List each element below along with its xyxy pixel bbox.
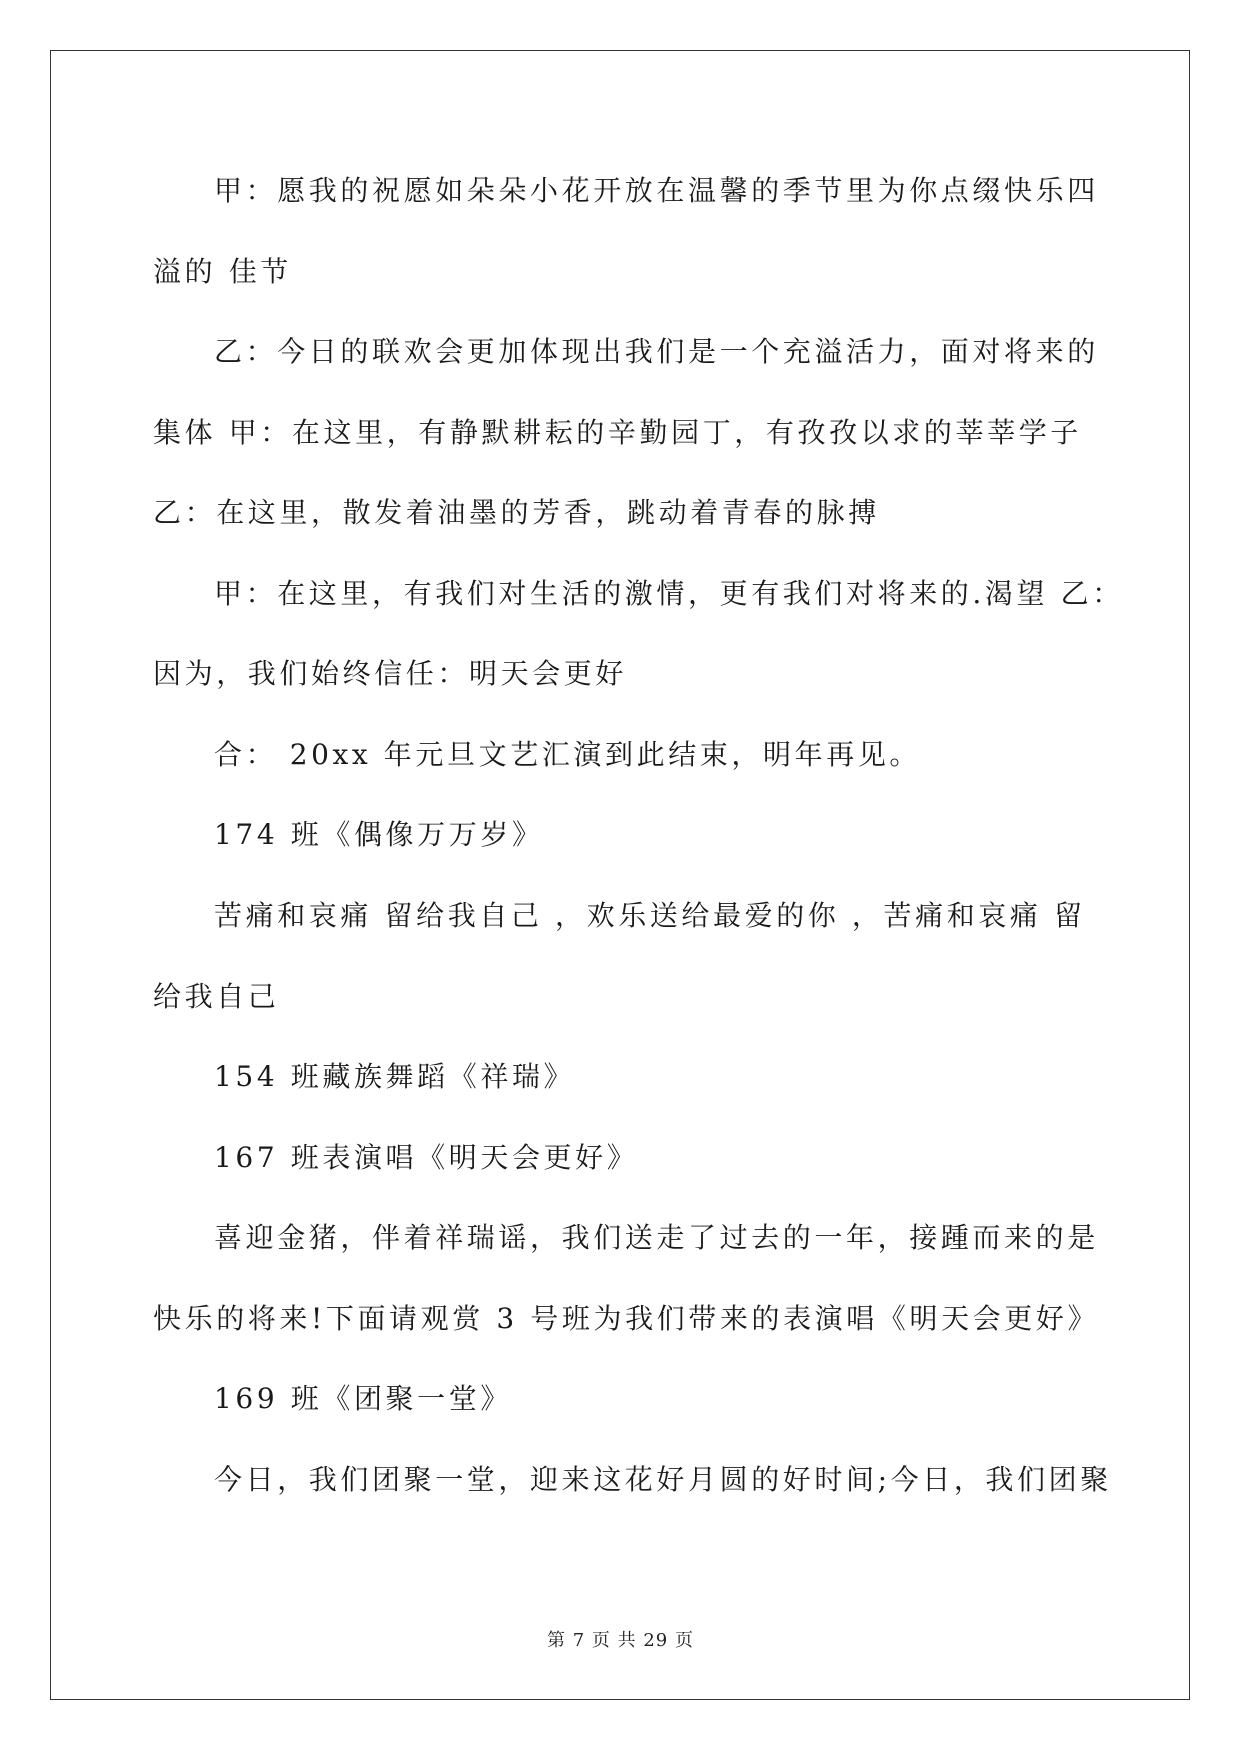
text-line-16: 169 班《团聚一堂》 — [214, 1382, 512, 1415]
text-line-11: 给我自己 — [153, 980, 280, 1013]
text-line-8: 合： 20xx 年元旦文艺汇演到此结束，明年再见。 — [214, 738, 922, 771]
page-number-footer: 第 7 页 共 29 页 — [547, 1630, 694, 1651]
text-line-5: 乙：在这里，散发着油墨的芳香，跳动着青春的脉搏 — [153, 496, 880, 529]
text-line-14: 喜迎金猪，伴着祥瑞谣，我们送走了过去的一年，接踵而来的是 — [214, 1221, 1099, 1254]
text-line-12: 154 班藏族舞蹈《祥瑞》 — [214, 1060, 576, 1093]
text-line-9: 174 班《偶像万万岁》 — [214, 818, 544, 851]
text-line-17: 今日，我们团聚一堂，迎来这花好月圆的好时间;今日，我们团聚 — [214, 1463, 1112, 1496]
text-line-13: 167 班表演唱《明天会更好》 — [214, 1141, 639, 1174]
text-line-10: 苦痛和哀痛 留给我自己 ，欢乐送给最爱的你 ，苦痛和哀痛 留 — [214, 899, 1086, 932]
text-line-2: 溢的 佳节 — [153, 255, 292, 288]
text-line-1: 甲：愿我的祝愿如朵朵小花开放在温馨的季节里为你点缀快乐四 — [214, 174, 1099, 207]
text-line-6: 甲：在这里，有我们对生活的激情，更有我们对将来的.渴望 乙： — [214, 577, 1124, 610]
page-border — [50, 50, 1190, 1700]
text-line-3: 乙：今日的联欢会更加体现出我们是一个充溢活力，面对将来的 — [214, 335, 1099, 368]
text-line-7: 因为，我们始终信任：明天会更好 — [153, 657, 628, 690]
text-line-15: 快乐的将来!下面请观赏 3 号班为我们带来的表演唱《明天会更好》 — [153, 1302, 1100, 1335]
text-line-4: 集体 甲：在这里，有静默耕耘的辛勤园丁，有孜孜以求的莘莘学子 — [153, 416, 1082, 449]
